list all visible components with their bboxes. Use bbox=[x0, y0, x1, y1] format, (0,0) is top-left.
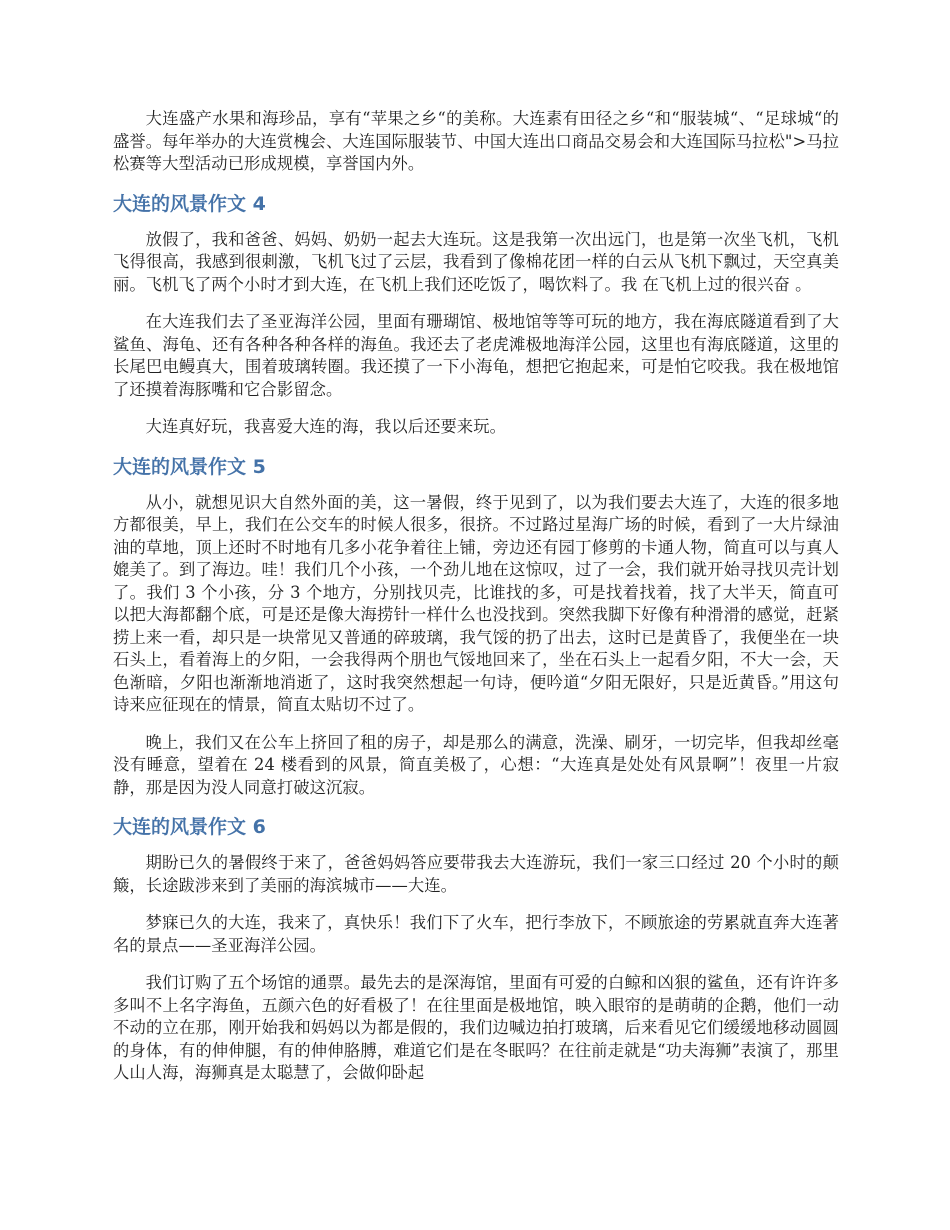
section-5-paragraph: 晚上，我们又在公车上挤回了租的房子，却是那么的满意，洗澡、刷牙，一切完毕，但我却丝毫没有睡意，望着在 24 楼看到的风景，简直美极了，心想：“大连真是处处有风景啊”！夜里一片寂静，那是因为没人同意打破这沉寂。 bbox=[113, 732, 839, 797]
section-6-paragraph: 梦寐已久的大连，我来了，真快乐！我们下了火车，把行李放下，不顾旅途的劳累就直奔大连著名的景点——圣亚海洋公园。 bbox=[113, 913, 839, 955]
section-heading-5: 大连的风景作文 5 bbox=[113, 455, 266, 478]
section-4-paragraph: 大连真好玩，我喜爱大连的海，我以后还要来玩。 bbox=[145, 417, 506, 436]
document-body bbox=[113, 108, 839, 1100]
section-heading-4: 大连的风景作文 4 bbox=[113, 192, 266, 215]
section-heading-6: 大连的风景作文 6 bbox=[113, 816, 266, 838]
section-4-paragraph: 放假了，我和爸爸、妈妈、奶奶一起去大连玩。这是我第一次出远门，也是第一次坐飞机，飞机飞得很高，我感到很刺激，飞机飞过了云层，我看到了像棉花团一样的白云从飞机下飘过，天空真美丽。飞机飞了两个小时才到大连，在飞机上我们还吃饭了，喝饮料了。我 在飞机上过的很兴奋 。 bbox=[113, 229, 839, 294]
section-5-paragraph: 从小，就想见识大自然外面的美，这一暑假，终于见到了，以为我们要去大连了，大连的很多地方都很美，早上，我们在公交车的时候人很多，很挤。不过路过星海广场的时候，看到了一大片绿油油的草地，顶上还时不时地有几多小花争着往上铺，旁边还有园丁修剪的卡通人物，简直可以与真人媲美了。到了海边。哇！我们几个小孩，一个劲儿地在这惊叹，过了一会，我们就开始寻找贝壳计划了。我们 3 个小孩，分 3 个地方，分别找贝壳，比谁找的多，可是找着找着，找了大半天，简直可以把大海都翻个底，可是还是像大海捞针一样什么也没找到。突然我脚下好像有种滑滑的感觉，赶紧捞上来一看，却只是一块常见又普通的碎玻璃，我气馁的扔了出去，这时已是黄昏了，我便坐在一块石头上，看着海上的夕阳，一会我得两个朋也气馁地回来了，坐在石头上一起看夕阳，不大一会，天色渐暗，夕阳也渐渐地消逝了，这时我突然想起一句诗，便吟道“夕阳无限好，只是近黄昏。”用这句诗来应征现在的情景，简直太贴切不过了。 bbox=[113, 492, 839, 714]
section-6-paragraph: 期盼已久的暑假终于来了，爸爸妈妈答应要带我去大连游玩，我们一家三口经过 20 个小时的颠簸，长途跋涉来到了美丽的海滨城市——大连。 bbox=[113, 853, 839, 895]
intro-paragraph: 大连盛产水果和海珍品，享有“苹果之乡“的美称。大连素有田径之乡“和“服装城“、“足球城“的盛誉。每年举办的大连赏槐会、大连国际服装节、中国大连出口商品交易会和大连国际马拉松">马拉松赛等大型活动已形成规模，享誉国内外。 bbox=[113, 109, 839, 173]
section-6-paragraph: 我们订购了五个场馆的通票。最先去的是深海馆，里面有可爱的白鲸和凶狠的鲨鱼，还有许许多多叫不上名字海鱼，五颜六色的好看极了！在往里面是极地馆，映入眼帘的是萌萌的企鹅，他们一动不动的立在那，刚开始我和妈妈以为都是假的，我们边喊边拍打玻璃，后来看见它们缓缓地移动圆圆的身体，有的伸伸腿，有的伸伸胳膊，难道它们是在冬眠吗？在往前走就是“功夫海狮”表演了，那里人山人海，海狮真是太聪慧了，会做仰卧起 bbox=[113, 973, 839, 1082]
section-4-paragraph: 在大连我们去了圣亚海洋公园，里面有珊瑚馆、极地馆等等可玩的地方，我在海底隧道看到了大鲨鱼、海龟、还有各种各种各样的海鱼。我还去了老虎滩极地海洋公园，这里也有海底隧道，这里的长尾巴电鳗真大，围着玻璃转圈。我还摸了一下小海龟，想把它抱起来，可是怕它咬我。我在极地馆了还摸着海豚嘴和它合影留念。 bbox=[113, 312, 839, 399]
